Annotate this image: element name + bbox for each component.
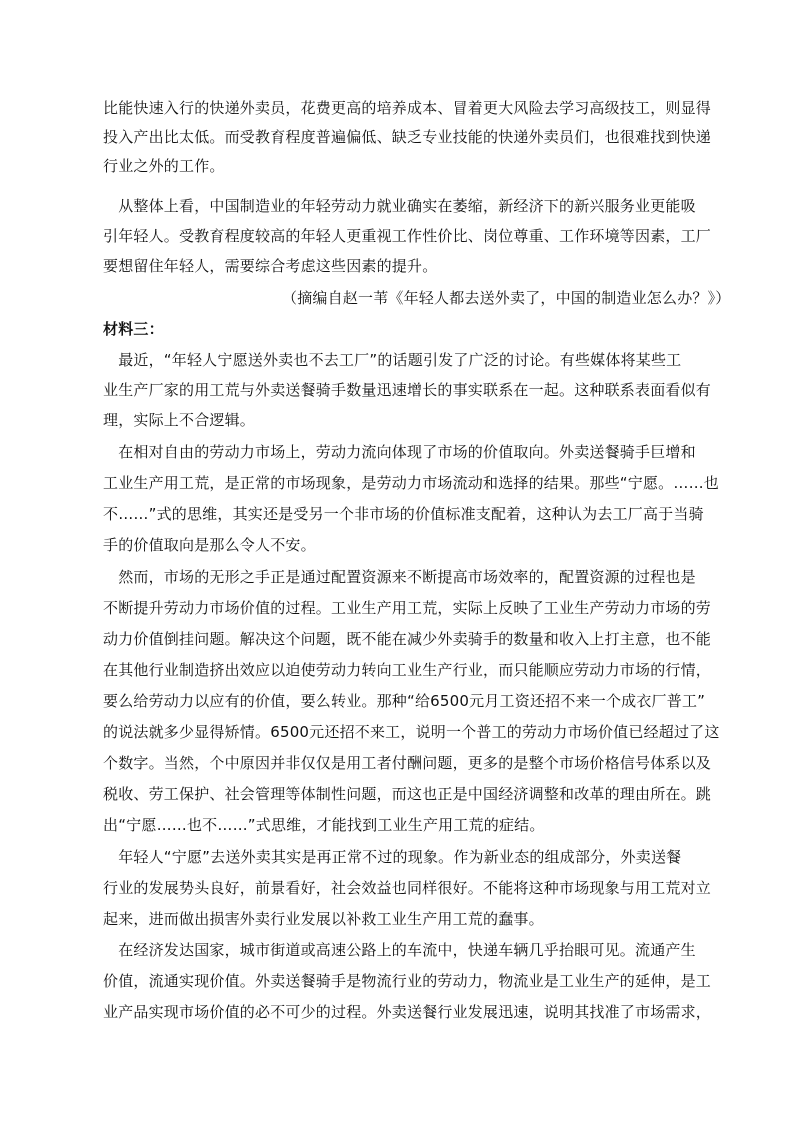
text-line: 动力价值倒挂问题。解决这个问题，既不能在减少外卖骑手的数量和收入上打主意，也不能 bbox=[103, 630, 712, 648]
text-line: 在经济发达国家，城市街道或高速公路上的车流中，快递车辆几乎抬眼可见。流通产生 bbox=[103, 941, 696, 959]
text-line: 要么给劳动力以应有的价值，要么转业。那种“给6500元月工资还招不来一个成衣厂普工” bbox=[103, 692, 706, 710]
citation: （摘编自赵一苇《年轻人都去送外卖了，中国的制造业怎么办？》） bbox=[282, 289, 731, 307]
text-line: 理，实际上不合逻辑。 bbox=[103, 411, 256, 429]
text-line: 手的价值取向是那么令人不安。 bbox=[103, 536, 316, 554]
text-line: 不……”式的思维，其实还是受另一个非市场的价值标准支配着，这种认为去工厂高于当骑 bbox=[103, 505, 704, 523]
text-line: 个数字。当然，个中原因并非仅仅是用工者付酬问题，更多的是整个市场价格信号体系以及 bbox=[103, 754, 712, 772]
text-line: 最近，“年轻人宁愿送外卖也不去工厂”的话题引发了广泛的讨论。有些媒体将某些工 bbox=[103, 351, 682, 369]
text-line: 工业生产用工荒，是正常的市场现象，是劳动力市场流动和选择的结果。那些“宁愿。……也 bbox=[103, 474, 719, 492]
text-line: 在其他行业制造挤出效应以迫使劳动力转向工业生产行业，而只能顺应劳动力市场的行情， bbox=[103, 661, 712, 679]
text-line: 业生产厂家的用工荒与外卖送餐骑手数量迅速增长的事实联系在一起。这种联系表面看似有 bbox=[103, 381, 712, 399]
text-line: 从整体上看，中国制造业的年轻劳动力就业确实在萎缩，新经济下的新兴服务业更能吸 bbox=[103, 197, 696, 215]
text-line: 然而，市场的无形之手正是通过配置资源来不断提高市场效率的，配置资源的过程也是 bbox=[103, 568, 696, 586]
text-line: 比能快速入行的快递外卖员，花费更高的培养成本、冒着更大风险去学习高级技工，则显得 bbox=[103, 99, 712, 117]
text-line: 要想留住年轻人，需要综合考虑这些因素的提升。 bbox=[103, 257, 438, 275]
text-line: 引年轻人。受教育程度较高的年轻人更重视工作性价比、岗位尊重、工作环境等因素，工厂 bbox=[103, 227, 712, 245]
text-line: 投入产出比太低。而受教育程度普遍偏低、缺乏专业技能的快递外卖员们，也很难找到快递 bbox=[103, 128, 712, 146]
text-line: 不断提升劳动力市场价值的过程。工业生产用工荒，实际上反映了工业生产劳动力市场的劳 bbox=[103, 599, 712, 617]
text-line: 年轻人“宁愿”去送外卖其实是再正常不过的现象。作为新业态的组成部分，外卖送餐 bbox=[103, 848, 682, 866]
text-line: 的说法就多少显得矫情。6500元还招不来工，说明一个普工的劳动力市场价值已经超过了这 bbox=[103, 723, 720, 741]
section-heading: 材料三： bbox=[103, 320, 164, 338]
text-line: 在相对自由的劳动力市场上，劳动力流向体现了市场的价值取向。外卖送餐骑手巨增和 bbox=[103, 443, 696, 461]
text-line: 税收、劳工保护、社会管理等体制性问题，而这也正是中国经济调整和改革的理由所在。跳 bbox=[103, 785, 712, 803]
text-line: 业产品实现市场价值的必不可少的过程。外卖送餐行业发展迅速，说明其找准了市场需求， bbox=[103, 1003, 712, 1021]
text-line: 价值，流通实现价值。外卖送餐骑手是物流行业的劳动力，物流业是工业生产的延伸，是工 bbox=[103, 972, 712, 990]
text-line: 出“宁愿……也不……”式思维，才能找到工业生产用工荒的症结。 bbox=[103, 816, 545, 834]
text-line: 行业之外的工作。 bbox=[103, 157, 225, 175]
text-line: 行业的发展势头良好，前景看好，社会效益也同样很好。不能将这种市场现象与用工荒对立 bbox=[103, 879, 712, 897]
text-line: 起来，进而做出损害外卖行业发展以补救工业生产用工荒的蠢事。 bbox=[103, 910, 544, 928]
